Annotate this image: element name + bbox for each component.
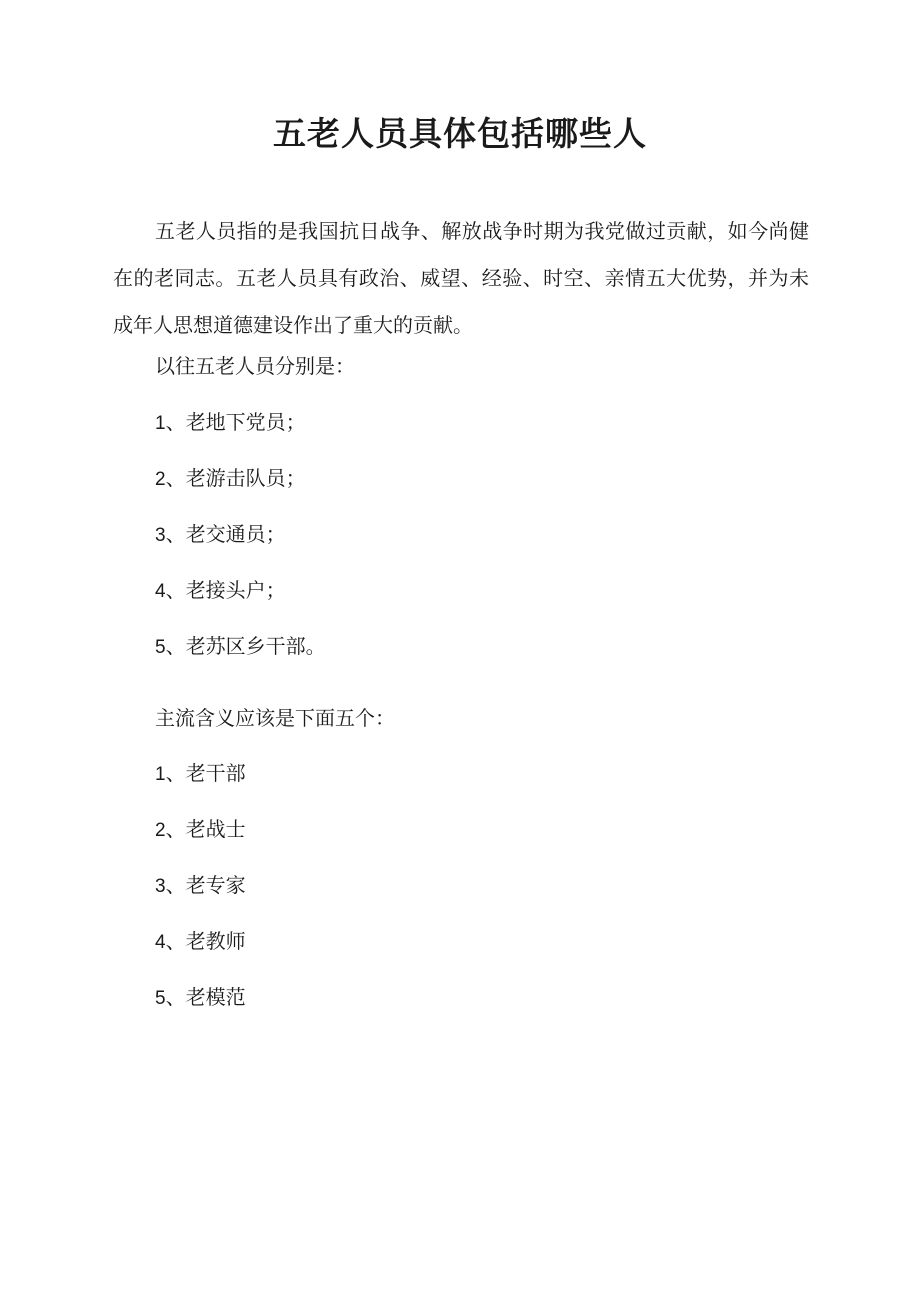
main-list-item-5 xyxy=(155,983,246,1013)
main-heading: 主流含义应该是下面五个： xyxy=(155,706,395,730)
list-item-text: 、老游击队员； xyxy=(165,466,306,490)
list-item-text: 、老战士 xyxy=(165,817,246,841)
intro-paragraph: 五老人员指的是我国抗日战争、解放战争时期为我党做过贡献，如今尚健在的老同志。五老人员具有政治、威望、经验、时空、亲情五大优势，并为未成年人思想道德建设作出了重大的贡献。 xyxy=(113,219,809,337)
past-list-item-5 xyxy=(155,632,326,662)
main-list-item-3 xyxy=(155,871,246,901)
list-item-number: 5 xyxy=(155,988,166,1009)
list-item-number: 5 xyxy=(155,637,166,658)
list-item-text: 、老专家 xyxy=(165,873,246,897)
main-list-item-2 xyxy=(155,815,246,845)
list-item-number: 4 xyxy=(155,581,166,602)
list-item-number: 1 xyxy=(155,413,166,434)
list-item-number: 3 xyxy=(155,525,166,546)
document-title: 五老人员具体包括哪些人 xyxy=(273,114,647,153)
list-item-number: 1 xyxy=(155,764,166,785)
list-item-text: 、老地下党员； xyxy=(165,410,306,434)
list-item-text: 、老苏区乡干部。 xyxy=(165,634,326,658)
list-item-number: 4 xyxy=(155,932,166,953)
list-item-number: 3 xyxy=(155,876,166,897)
main-list-item-4 xyxy=(155,927,246,957)
list-item-text: 、老接头户； xyxy=(165,578,286,602)
list-item-number: 2 xyxy=(155,820,166,841)
main-list-item-1 xyxy=(155,759,246,789)
past-list-item-2 xyxy=(155,464,306,494)
past-list-item-1 xyxy=(155,408,306,438)
list-item-number: 2 xyxy=(155,469,166,490)
list-item-text: 、老交通员； xyxy=(165,522,286,546)
list-item-text: 、老教师 xyxy=(165,929,246,953)
past-list-item-3 xyxy=(155,520,286,550)
list-item-text: 、老干部 xyxy=(165,761,246,785)
past-list-item-4 xyxy=(155,576,286,606)
list-item-text: 、老模范 xyxy=(165,985,246,1009)
past-heading: 以往五老人员分别是： xyxy=(155,354,355,378)
